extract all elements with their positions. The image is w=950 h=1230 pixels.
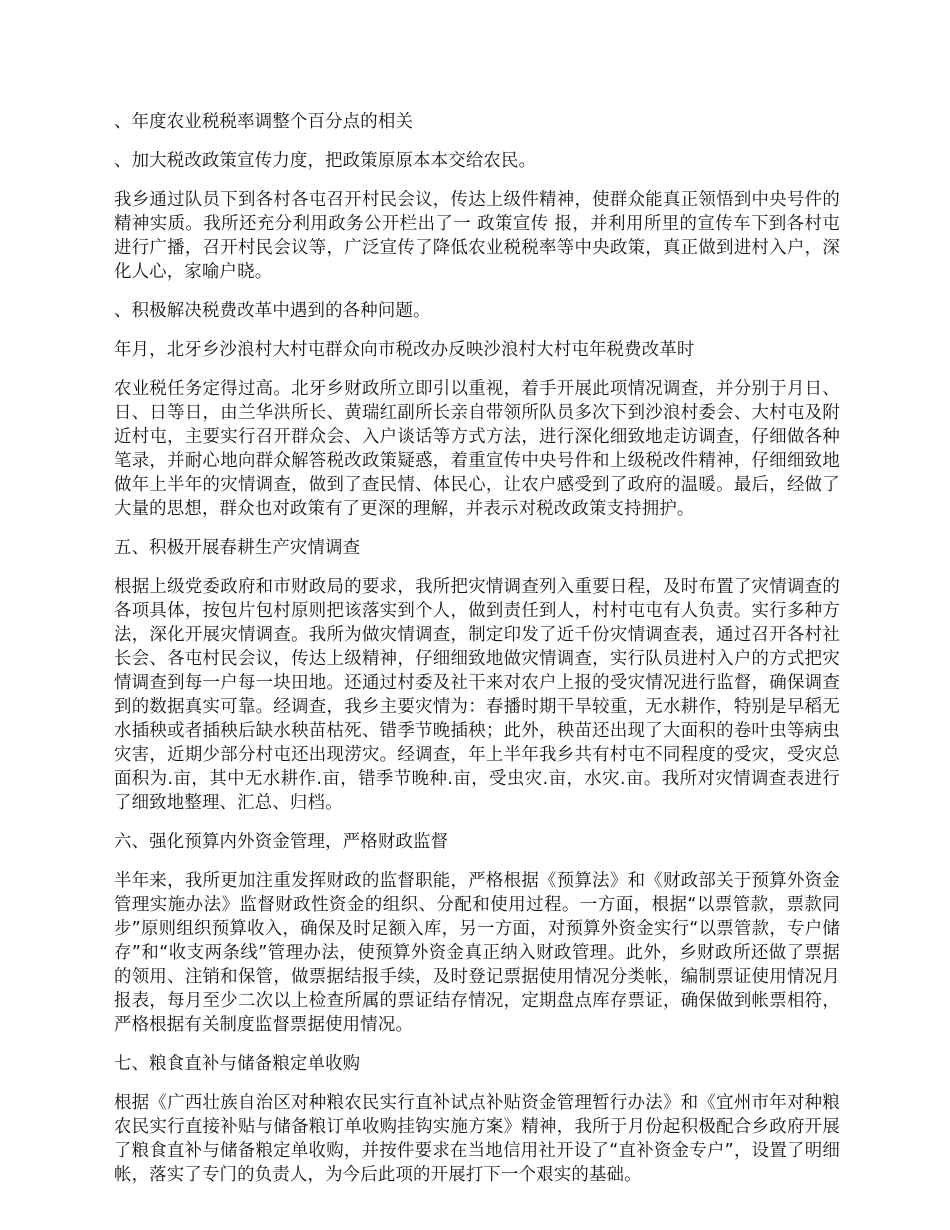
section-item-tax-rate: 、年度农业税税率调整个百分点的相关 (114, 112, 414, 132)
section-heading-7: 七、粮食直补与储备粮定单收购 (114, 1054, 361, 1074)
document-body (114, 110, 840, 1202)
paragraph-disaster-survey: 根据上级党委政府和市财政局的要求，我所把灾情调查列入重要日程，及时布置了灾情调查的各项具体，按包片包村原则把该落实到个人，做到责任到人，村村屯屯有人负责。实行多种方法，深化开展灾情调查。我所为做灾情调查，制定印发了近千份灾情调查表，通过召开各村社长会、各屯村民会议，传达上级精神，仔细细致地做灾情调查，实行队员进村入户的方式把灾情调查到每一户每一块田地。还通过村委及社干来对农户上报的受灾情况进行监督，确保调查到的数据真实可靠。经调查，我乡主要灾情为：春播时期干旱较重，无水耕作，特别是早稻无水插秧或者插秧后缺水秧苗枯死、错季节晚插秧；此外，秧苗还出现了大面积的卷叶虫等病虫灾害，近期少部分村屯还出现涝灾。经调查，年上半年我乡共有村屯不同程度的受灾，受灾总面积为.亩，其中无水耕作.亩，错季节晚种.亩，受虫灾.亩，水灾.亩。我所对灾情调查表进行了细致地整理、汇总、归档。 (114, 577, 840, 813)
paragraph-shalang-investigation: 农业税任务定得过高。北牙乡财政所立即引以重视，着手开展此项情况调查，并分别于月日、日、日等日，由兰华洪所长、黄瑞红副所长亲自带领所队员多次下到沙浪村委会、大村屯及附近村屯，主要实行召开群众会、入户谈话等方式方法，进行深化细致地走访调查，仔细做各种笔录，并耐心地向群众解答税改政策疑惑，着重宣传中央号件和上级税改件精神，仔细细致地做年上半年的灾情调查，做到了查民情、体民心，让农户感受到了政府的温暖。最后，经做了大量的思想，群众也对政策有了更深的理解，并表示对税改政策支持拥护。 (114, 379, 840, 519)
paragraph-lead-shalang-report: 年月，北牙乡沙浪村大村屯群众向市税改办反映沙浪村大村屯年税费改革时 (114, 340, 695, 360)
section-heading-6: 六、强化预算内外资金管理，严格财政监督 (114, 832, 449, 852)
paragraph-fund-management: 半年来，我所更加注重发挥财政的监督职能，严格根据《预算法》和《财政部关于预算外资金管理实施办法》监督财政性资金的组织、分配和使用过程。一方面，根据“以票管款，票款同步”原则组织预算收入，确保及时足额入库，另一方面，对预算外资金实行“以票管款，专户储存”和“收支两条线”管理办法，使预算外资金真正纳入财政管理。此外，乡财政所还做了票据的领用、注销和保管，做票据结报手续，及时登记票据使用情况分类帐，编制票证使用情况月报表，每月至少二次以上检查所属的票证结存情况，定期盘点库存票证，确保做到帐票相符，严格根据有关制度监督票据使用情况。 (114, 871, 840, 1035)
section-item-resolve-problems: 、积极解决税费改革中遇到的各种问题。 (114, 301, 431, 321)
section-heading-5: 五、积极开展春耕生产灾情调查 (114, 538, 361, 558)
section-item-policy-publicity: 、加大税改政策宣传力度，把政策原原本本交给农民。 (114, 151, 537, 171)
paragraph-grain-subsidy: 根据《广西壮族自治区对种粮农民实行直补试点补贴资金管理暂行办法》和《宜州市年对种粮农民实行直接补贴与储备粮订单收购挂钩实施方案》精神，我所于月份起积极配合乡政府开展了粮食直补与储备粮定单收购，并按件要求在当地信用社开设了“直补资金专户”，设置了明细帐，落实了专门的负责人，为今后此项的开展打下一个艰实的基础。 (114, 1093, 840, 1185)
paragraph-publicity-measures: 我乡通过队员下到各村各屯召开村民会议，传达上级件精神，使群众能真正领悟到中央号件的精神实质。我所还充分利用政务公开栏出了一 政策宣传 报，并利用所里的宣传车下到各村屯进行广播，召开村民会议等，广泛宣传了降低农业税税率等中央政策，真正做到进村入户，深化人心，家喻户晓。 (114, 190, 840, 282)
